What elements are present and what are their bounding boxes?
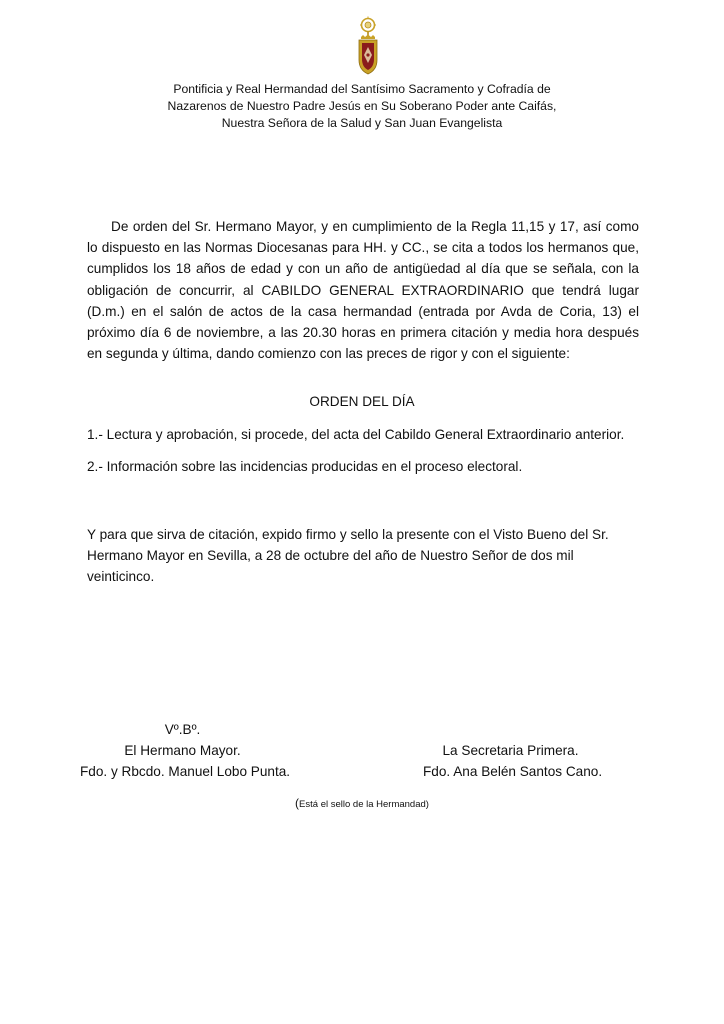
convocation-paragraph: De orden del Sr. Hermano Mayor, y en cumplimiento de la Regla 11,15 y 17, así como lo dispuesto en las Normas Diocesanas para HH. y CC., se cita a todos los hermanos que, cumplidos los 18 años de edad y con un año de antigüedad al día que se señala, con la obligación de concurrir, al CABILDO GENERAL EXTRAORDINARIO que tendrá lugar (D.m.) en el salón de actos de la casa hermandad (entrada por Avda de Coria, 13) el próximo día 6 de noviembre, a las 20.30 horas en primera citación y media hora después en segunda y última, dando comienzo con las preces de rigor y con el siguiente:: [87, 219, 639, 362]
signer-role-left: El Hermano Mayor.: [124, 743, 241, 758]
header-line-1: Pontificia y Real Hermandad del Santísimo Sacramento y Cofradía de: [173, 82, 551, 96]
agenda-item-2: 2.- Información sobre las incidencias producidas en el proceso electoral.: [87, 459, 523, 474]
signer-role-right: La Secretaria Primera.: [442, 743, 579, 758]
closing-paragraph: Y para que sirva de citación, expido firmo y sello la presente con el Visto Bueno del Sr. Hermano Mayor en Sevilla, a 28 de octubre del año de Nuestro Señor de dos mil veinticinco.: [87, 527, 609, 585]
vobo-mark: Vº.Bº.: [164, 722, 201, 737]
signer-name-left: Fdo. y Rbcdo. Manuel Lobo Punta.: [80, 764, 291, 779]
header-line-3: Nuestra Señora de la Salud y San Juan Evangelista: [221, 116, 503, 130]
agenda-item-1: 1.- Lectura y aprobación, si procede, del acta del Cabildo General Extraordinario anterior.: [87, 427, 625, 442]
closing-statement: [87, 524, 639, 588]
signature-block-right: [423, 740, 603, 782]
signature-block-left: [80, 719, 291, 782]
header-line-2: Nazarenos de Nuestro Padre Jesús en Su Soberano Poder ante Caifás,: [167, 99, 557, 113]
seal-note-paren: (: [295, 796, 300, 810]
brotherhood-header: [0, 81, 724, 132]
signer-name-right: Fdo. Ana Belén Santos Cano.: [423, 764, 603, 779]
seal-note-text: Está el sello de la Hermandad): [299, 799, 429, 810]
seal-note: [0, 796, 724, 810]
convocation-body: [87, 216, 639, 364]
agenda-title: ORDEN DEL DÍA: [309, 394, 415, 409]
brotherhood-crest-icon: [354, 16, 382, 78]
